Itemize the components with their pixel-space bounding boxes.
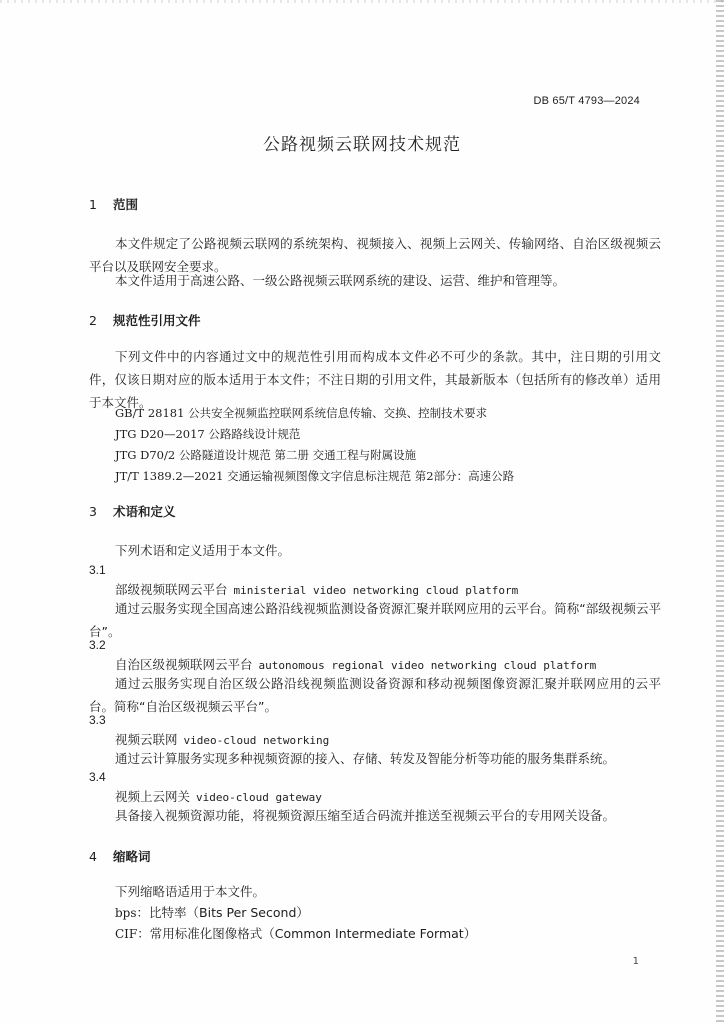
section-1-paragraph-1: 本文件规定了公路视频云联网的系统架构、视频接入、视频上云网关、传输网络、自治区级视频云平台以及联网安全要求。 — [89, 236, 661, 274]
term-definition: 通过云服务实现全国高速公路沿线视频监测设备资源汇聚并联网应用的云平台。简称“部级视频云平台”。 — [89, 601, 661, 639]
document-title: 公路视频云联网技术规范 — [263, 135, 461, 155]
term-number: 3.4 — [89, 770, 106, 784]
term-number: 3.2 — [89, 638, 106, 652]
reference-item: GB/T 28181 公共安全视频监控联网系统信息传输、交换、控制技术要求 — [115, 406, 488, 420]
section-3-heading — [89, 502, 176, 520]
reference-item: JT/T 1389.2—2021 交通运输视频图像文字信息标注规范 第2部分：高速公路 — [115, 469, 515, 483]
section-title: 缩略词 — [113, 849, 151, 864]
term-english: ministerial video networking cloud platform — [233, 584, 519, 597]
term-name: 视频上云网关 — [115, 789, 191, 804]
term-english: video-cloud gateway — [196, 791, 322, 804]
abbreviation-item — [115, 924, 476, 942]
abbreviation-separator: ： — [137, 926, 150, 941]
abbreviation-item — [115, 903, 309, 921]
term-heading — [115, 580, 518, 598]
abbreviation: bps — [115, 906, 137, 920]
section-1-paragraph-2: 本文件适用于高速公路、一级公路视频云联网系统的建设、运营、维护和管理等。 — [115, 273, 566, 288]
reference-item: JTG D20—2017 公路路线设计规范 — [115, 427, 301, 441]
term-name: 部级视频联网云平台 — [115, 582, 228, 597]
abbreviation: CIF — [115, 927, 138, 941]
abbreviation-separator: ： — [136, 905, 150, 920]
section-title: 规范性引用文件 — [113, 313, 201, 328]
term-number: 3.3 — [89, 713, 106, 727]
section-title: 术语和定义 — [113, 504, 176, 519]
term-name: 视频云联网 — [115, 732, 178, 747]
section-2-heading — [89, 311, 201, 329]
section-number: 2 — [89, 313, 97, 328]
section-4-intro: 下列缩略语适用于本文件。 — [115, 884, 266, 899]
scan-edge-top — [0, 0, 724, 3]
term-heading — [115, 655, 596, 673]
term-english: autonomous regional video networking cloud platform — [258, 659, 597, 672]
section-2-intro: 下列文件中的内容通过文中的规范性引用而构成本文件必不可少的条款。其中，注日期的引用文件，仅该日期对应的版本适用于本文件；不注日期的引用文件，其最新版本（包括所有的修改单）适用于本文件。 — [89, 349, 661, 410]
term-name: 自治区级视频联网云平台 — [115, 657, 253, 672]
section-3-intro: 下列术语和定义适用于本文件。 — [115, 543, 291, 558]
document-code: DB 65/T 4793—2024 — [533, 95, 640, 107]
reference-item: JTG D70/2 公路隧道设计规范 第二册 交通工程与附属设施 — [115, 448, 417, 462]
term-heading — [115, 787, 322, 805]
term-definition: 具备接入视频资源功能，将视频资源压缩至适合码流并推送至视频云平台的专用网关设备。 — [115, 808, 616, 823]
section-number: 1 — [89, 197, 97, 212]
abbreviation-description: 比特率（Bits Per Second） — [149, 905, 309, 920]
section-1-heading — [89, 195, 138, 213]
section-title: 范围 — [113, 197, 139, 212]
term-number: 3.1 — [89, 563, 106, 577]
section-number: 4 — [89, 849, 97, 864]
term-definition: 通过云服务实现自治区级公路沿线视频监测设备资源和移动视频图像资源汇聚并联网应用的云平台。简称“自治区级视频云平台”。 — [89, 676, 661, 714]
term-definition: 通过云计算服务实现多种视频资源的接入、存储、转发及智能分析等功能的服务集群系统。 — [115, 751, 616, 766]
section-number: 3 — [89, 504, 97, 519]
section-4-heading — [89, 847, 151, 865]
term-english: video-cloud networking — [183, 734, 330, 747]
abbreviation-description: 常用标准化图像格式（Common Intermediate Format） — [149, 926, 477, 941]
page-number: 1 — [632, 956, 639, 967]
term-heading — [115, 730, 329, 748]
